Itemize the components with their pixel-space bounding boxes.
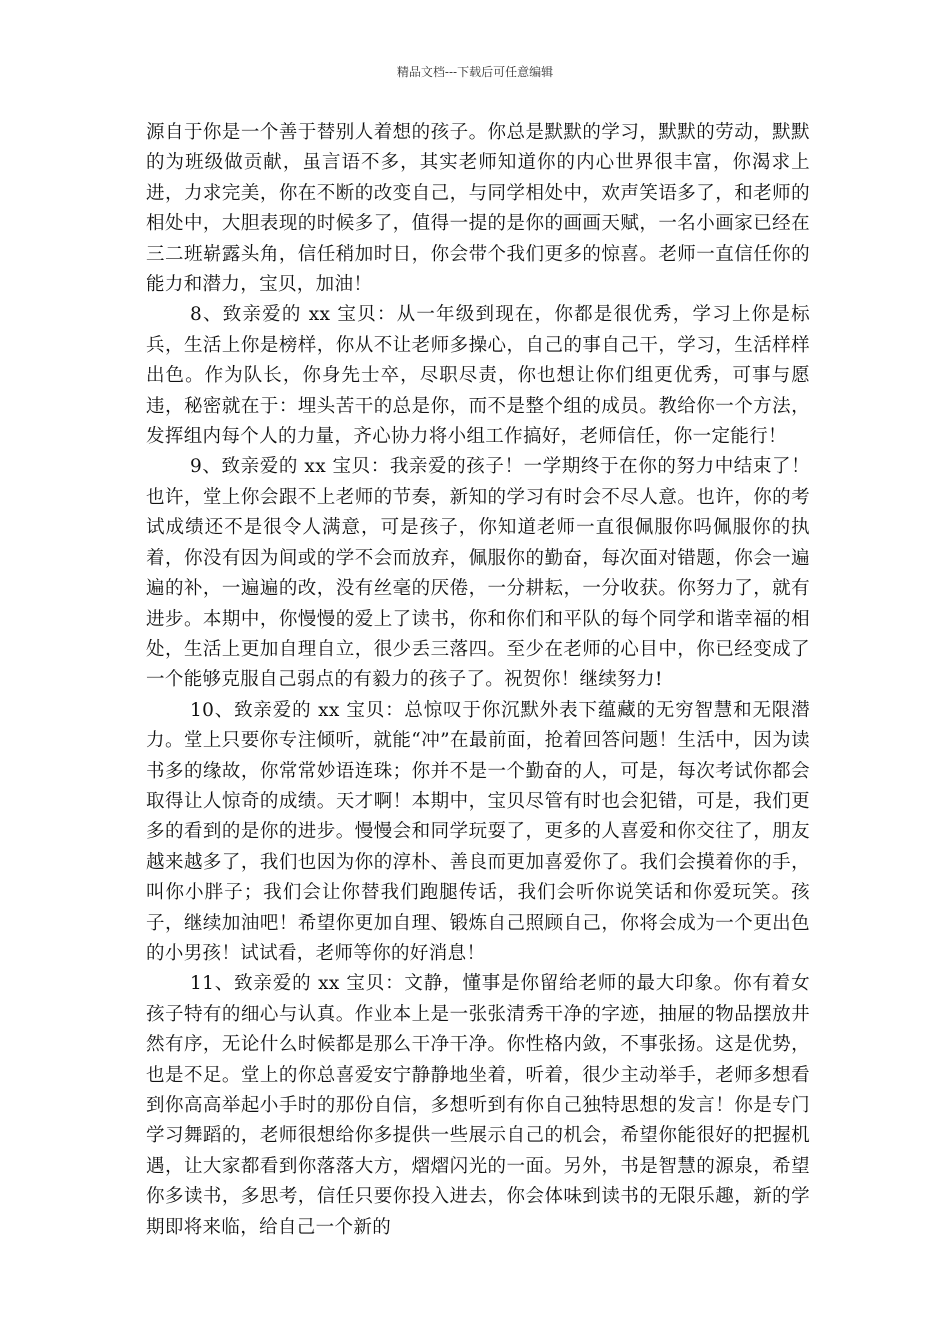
paragraph-8: 8、致亲爱的 xx 宝贝：从一年级到现在，你都是很优秀，学习上你是标兵，生活上你是榜样，你从不让老师多操心，自己的事自己干，学习，生活样样出色。作为队长，你身先士卒，尽职尽责，你也想让你们组更优秀，可事与愿违，秘密就在于：埋头苦干的总是你，而不是整个组的成员。教给你一个方法，发挥组内每个人的力量，齐心协力将小组工作搞好，老师信任，你一定能行！ [146,304,810,448]
page-header: 精品文档---下载后可任意编辑 [396,65,554,79]
paragraph-continuation: 源自于你是一个善于替别人着想的孩子。你总是默默的学习，默默的劳动，默默的为班级做贡献，虽言语不多，其实老师知道你的内心世界很丰富，你渴求上进，力求完美，你在不断的改变自己，与同学相处中，欢声笑语多了，和老师的相处中，大胆表现的时候多了，值得一提的是你的画画天赋，一名小画家已经在三二班崭露头角，信任稍加时日，你会带个我们更多的惊喜。老师一直信任你的能力和潜力，宝贝，加油！ [146,122,810,296]
document-body [146,118,810,1243]
paragraph-9: 9、致亲爱的 xx 宝贝：我亲爱的孩子！一学期终于在你的努力中结束了！也许，堂上你会跟不上老师的节奏，新知的学习有时会不尽人意。也许，你的考试成绩还不是很令人满意，可是孩子，你知道老师一直很佩服你吗佩服你的执着，你没有因为间或的学不会而放弃，佩服你的勤奋，每次面对错题，你会一遍遍的补，一遍遍的改，没有丝毫的厌倦，一分耕耘，一分收获。你努力了，就有进步。本期中，你慢慢的爱上了读书，你和你们和平队的每个同学和谐幸福的相处，生活上更加自理自立，很少丢三落四。至少在老师的心目中，你已经变成了一个能够克服自己弱点的有毅力的孩子了。祝贺你！继续努力! [146,456,810,691]
paragraph-11: 11、致亲爱的 xx 宝贝：文静，懂事是你留给老师的最大印象。你有着女孩子特有的细心与认真。作业本上是一张张清秀干净的字迹，抽屉的物品摆放井然有序，无论什么时候都是那么干净干净。你性格内敛，不事张扬。这是优势，也是不足。堂上的你总喜爱安宁静静地坐着，听着，很少主动举手，老师多想看到你高高举起小手时的那份自信，多想听到有你自己独特思想的发言！你是专门学习舞蹈的，老师很想给你多提供一些展示自己的机会，希望你能很好的把握机遇，让大家都看到你落落大方，熠熠闪光的一面。另外，书是智慧的源泉，希望你多读书，多思考，信任只要你投入进去，你会体味到读书的无限乐趣，新的学期即将来临，给自己一个新的 [146,973,810,1238]
paragraph-10: 10、致亲爱的 xx 宝贝：总惊叹于你沉默外表下蕴藏的无穷智慧和无限潜力。堂上只要你专注倾听，就能“冲”在最前面，抢着回答问题！生活中，因为读书多的缘故，你常常妙语连珠；你并不是一个勤奋的人，可是，每次考试你都会取得让人惊奇的成绩。天才啊！本期中，宝贝尽管有时也会犯错，可是，我们更多的看到的是你的进步。慢慢会和同学玩耍了，更多的人喜爱和你交往了，朋友越来越多了，我们也因为你的淳朴、善良而更加喜爱你了。我们会摸着你的手，叫你小胖子；我们会让你替我们跑腿传话，我们会听你说笑话和你爱玩笑。孩子，继续加油吧！希望你更加自理、锻炼自己照顾自己，你将会成为一个更出色的小男孩！试试看，老师等你的好消息！ [146,699,810,964]
